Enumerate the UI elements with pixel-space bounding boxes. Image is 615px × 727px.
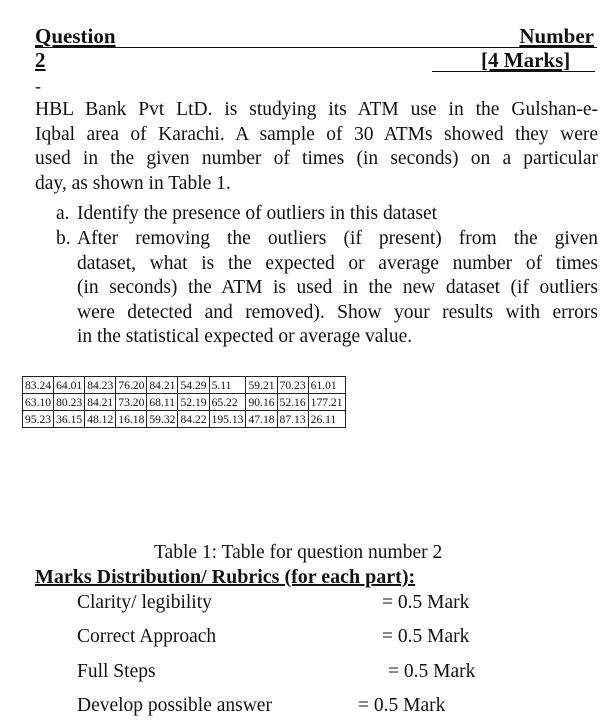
table-cell: 80.23 (54, 394, 85, 411)
table-row (23, 411, 346, 428)
part-line: (in seconds) the ATM is used in the new dataset (if outliers (77, 277, 598, 298)
table-cell: 63.10 (23, 394, 54, 411)
table-cell: 64.01 (54, 377, 85, 394)
rubric-title: Marks Distribution/ Rubrics (for each part): (35, 566, 416, 588)
part-line: were detected and removed). Show your results with errors (77, 301, 598, 323)
question-label: Question (35, 24, 116, 48)
intro-line: used in the given number of times (in seconds) on a particular (35, 148, 598, 169)
rubric-mark: = 0.5 Mark (382, 626, 470, 647)
table-cell: 195.13 (209, 411, 246, 428)
rubric-label: Correct Approach (77, 626, 217, 647)
table-cell: 70.23 (277, 377, 308, 394)
dash: - (35, 76, 41, 96)
table-cell: 52.19 (178, 394, 209, 411)
table-row (23, 394, 346, 411)
part-line: After removing the outliers (if present) from the given (77, 228, 598, 249)
table-cell: 84.21 (85, 394, 116, 411)
part-line: Identify the presence of outliers in this dataset (77, 203, 438, 224)
data-table (22, 376, 346, 428)
rubric-label: Clarity/ legibility (77, 592, 212, 613)
table-cell: 52.16 (277, 394, 308, 411)
table-cell: 90.16 (246, 394, 277, 411)
table-cell: 84.21 (147, 377, 178, 394)
table-cell: 59.32 (147, 411, 178, 428)
rubric-label: Full Steps (77, 661, 156, 682)
intro-line: day, as shown in Table 1. (35, 172, 231, 194)
intro-line: HBL Bank Pvt LtD. is studying its ATM use in the Gulshan-e- (35, 99, 598, 120)
table-cell: 61.01 (308, 377, 345, 394)
table-cell: 95.23 (23, 411, 54, 428)
table-cell: 65.22 (209, 394, 246, 411)
table-cell: 54.29 (178, 377, 209, 394)
table-cell: 84.23 (85, 377, 116, 394)
rubric-mark: = 0.5 Mark (358, 695, 446, 716)
table-cell: 47.18 (246, 411, 277, 428)
part-line: dataset, what is the expected or average number of times (77, 252, 598, 274)
table-cell: 36.15 (54, 411, 85, 428)
table-cell: 83.24 (23, 377, 54, 394)
table-caption: Table 1: Table for question number 2 (154, 542, 443, 563)
marks: [4 Marks] (481, 48, 571, 72)
rubric-mark: = 0.5 Mark (388, 661, 476, 682)
part-line: in the statistical expected or average value. (77, 326, 413, 347)
part-a-text (77, 202, 598, 227)
table-cell: 5.11 (209, 377, 246, 394)
table-cell: 16.18 (116, 411, 147, 428)
intro-paragraph (35, 98, 598, 196)
intro-line: Iqbal area of Karachi. A sample of 30 ATMs showed they were (35, 123, 598, 145)
part-b-text (77, 227, 598, 350)
part-a-marker: a. (56, 203, 70, 224)
table-cell: 59.21 (246, 377, 277, 394)
table-cell: 84.22 (178, 411, 209, 428)
table-cell: 68.11 (147, 394, 178, 411)
table-cell: 73.20 (116, 394, 147, 411)
part-b-marker: b. (56, 228, 71, 249)
table-cell: 76.20 (116, 377, 147, 394)
table-cell: 87.13 (277, 411, 308, 428)
rubric-label: Develop possible answer (77, 695, 272, 716)
question-number: 2 (35, 48, 46, 72)
number-label: Number (519, 24, 594, 48)
table-cell: 177.21 (308, 394, 345, 411)
table-cell: 48.12 (85, 411, 116, 428)
table-row (23, 377, 346, 394)
table-cell: 26.11 (308, 411, 345, 428)
rubric-mark: = 0.5 Mark (382, 592, 470, 613)
